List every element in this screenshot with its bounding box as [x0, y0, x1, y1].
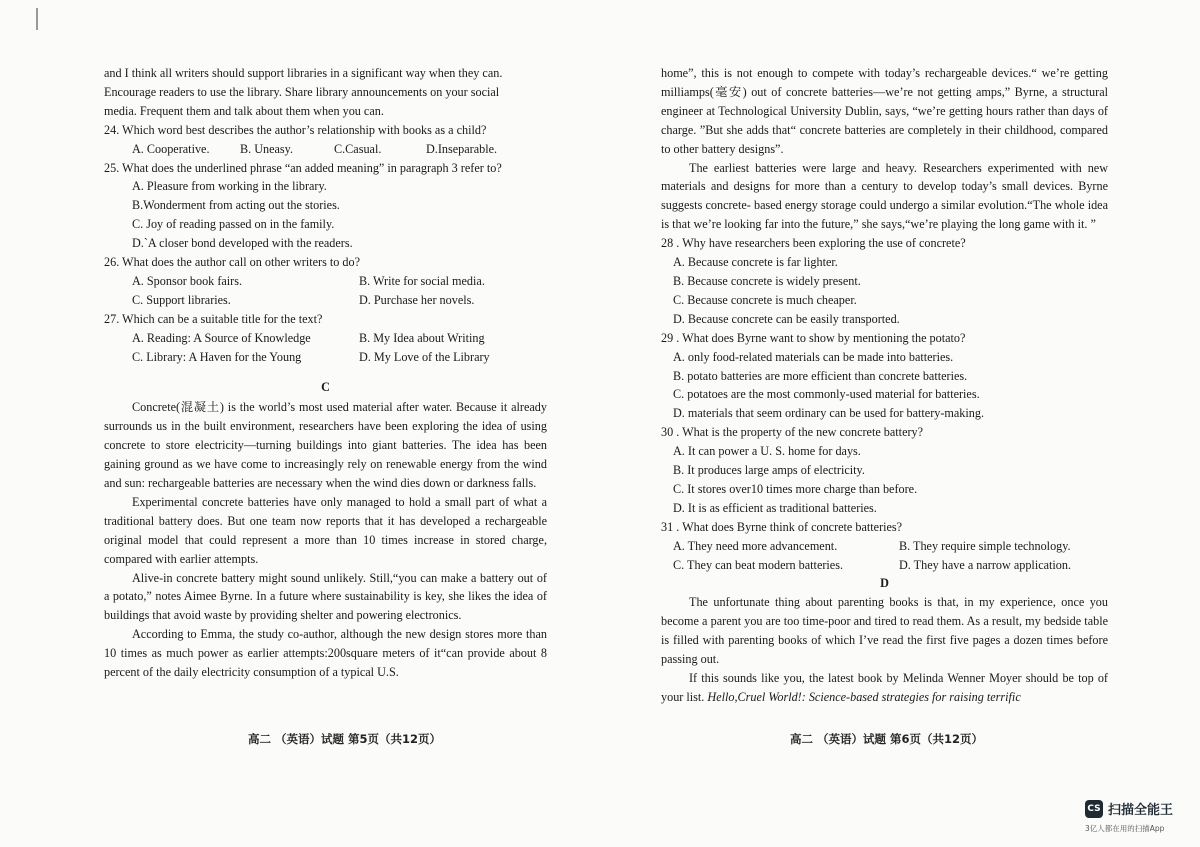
scanner-tagline: 3亿人都在用的扫描App — [1085, 824, 1165, 833]
question-29: 29 . What does Byrne want to show by mentioning the potato? — [661, 330, 966, 345]
question-24-options — [104, 140, 547, 159]
option: B. Uneasy. — [240, 141, 294, 156]
passage-c-paragraph: The earliest batteries were large and heavy. Researchers experimented with new materials and designs for more than a century to develop today’s small devices. Byrne suggests concrete- based energy storage could undergo a similar evolution.“The whole idea is that we’re looking far into the future,” she says,“we’re playing the long game with it. ” — [661, 160, 1108, 232]
option: A. They need more advancement. — [673, 538, 838, 553]
question-30: 30 . What is the property of the new concrete battery? — [661, 425, 924, 440]
intro-line: and I think all writers should support libraries in a significant way when they can. — [104, 66, 503, 80]
option: D. Because concrete can be easily transported. — [673, 311, 900, 326]
question-26: 26. What does the author call on other writers to do? — [104, 255, 360, 270]
passage-d-text: If this sounds like you, the latest book by Melinda Wenner Moyer should be top of your list. — [661, 671, 1108, 704]
option: C. Support libraries. — [132, 292, 231, 307]
option: B. Because concrete is widely present. — [673, 273, 861, 288]
option: A. Because concrete is far lighter. — [673, 255, 838, 270]
option: C. They can beat modern batteries. — [673, 557, 843, 572]
intro-line: media. Frequent them and talk about them when you can. — [104, 103, 384, 118]
option: D. My Love of the Library — [359, 349, 490, 364]
page-left — [104, 64, 547, 682]
option: D.Inseparable. — [426, 141, 498, 156]
page-footer-left: 高二 （英语）试题 第5页（共12页） — [248, 732, 442, 746]
option: C. potatoes are the most commonly-used material for batteries. — [673, 387, 980, 402]
passage-c-paragraph: Experimental concrete batteries have only managed to hold a small part of what a traditional battery does. But one team now reports that it has developed a rechargeable original model that could represent a more than 10 times increase in stored charge, compared with earlier attempts. — [104, 494, 547, 566]
question-31-options-row — [661, 537, 1108, 556]
option: C. Library: A Haven for the Young — [132, 349, 302, 364]
option: B. It produces large amps of electricity. — [673, 463, 865, 478]
option: A. only food-related materials can be made into batteries. — [673, 349, 954, 364]
option: A. It can power a U. S. home for days. — [673, 444, 861, 459]
passage-c-paragraph: According to Emma, the study co-author, although the new design stores more than 10 times as much power as earlier attempts:200square meters of it“can provide about 8 percent of the daily electricity consumption of a typical U.S. — [104, 627, 547, 680]
option: B. My Idea about Writing — [359, 330, 485, 345]
option: D. It is as efficient as traditional batteries. — [673, 500, 877, 515]
question-31-options-row — [661, 556, 1108, 575]
edge-mark — [36, 8, 38, 30]
option: D. They have a narrow application. — [899, 557, 1072, 572]
option: D. Purchase her novels. — [359, 292, 475, 307]
option: B. Write for social media. — [359, 273, 485, 288]
option: A. Sponsor book fairs. — [132, 273, 243, 288]
question-31: 31 . What does Byrne think of concrete batteries? — [661, 519, 903, 534]
question-27-options-row — [104, 329, 547, 348]
section-heading-d: D — [880, 576, 889, 591]
option: B.Wonderment from acting out the stories. — [132, 198, 340, 213]
question-26-options-row — [104, 291, 547, 310]
book-title: Hello,Cruel World!: Science-based strategies for raising terrific — [707, 689, 1021, 704]
cs-logo-icon: CS — [1085, 800, 1103, 818]
intro-line: Encourage readers to use the library. Share library announcements on your social — [104, 84, 500, 99]
option: C. Joy of reading passed on in the family. — [132, 217, 335, 232]
section-heading-c: C — [321, 379, 330, 394]
option: A. Cooperative. — [132, 141, 210, 156]
option: A. Pleasure from working in the library. — [132, 179, 327, 194]
page-footer-right: 高二 （英语）试题 第6页（共12页） — [790, 732, 984, 746]
option: D.`A closer bond developed with the readers. — [132, 236, 353, 251]
question-27-options-row — [104, 348, 547, 367]
passage-c-continuation: home”, this is not enough to compete with today’s rechargeable devices.“ we’re getting milliamps(毫安) out of concrete batteries—we’re not getting amps,” Byrne, a structural engineer at Technological University Dublin, says, “we’re getting hours rather than days of charge. ”But she adds that“ concrete batteries are completely in their childhood, compared to other battery designs”. — [661, 66, 1108, 156]
option: D. materials that seem ordinary can be used for battery-making. — [673, 406, 985, 421]
question-28: 28 . Why have researchers been exploring the use of concrete? — [661, 236, 966, 251]
passage-c-paragraph: Concrete(混凝土) is the world’s most used material after water. Because it already surrounds us in the built environment, researchers have been exploring the idea of using concrete to store electricity—turning buildings into giant batteries. The idea has been gaining ground as we have come to increasingly rely on renewable energy from the wind and sun: rechargeable batteries are necessary when the wind dies down or darkness falls. — [104, 400, 547, 491]
option: A. Reading: A Source of Knowledge — [132, 330, 311, 345]
question-24: 24. Which word best describes the author’s relationship with books as a child? — [104, 122, 487, 137]
option: C. It stores over10 times more charge than before. — [673, 481, 918, 496]
question-27: 27. Which can be a suitable title for the text? — [104, 311, 323, 326]
passage-d-paragraph — [661, 669, 1108, 707]
passage-c-paragraph: Alive-in concrete battery might sound unlikely. Still,“you can make a battery out of a potato,” notes Aimee Byrne. In a future where sustainability is key, she likes the idea of buildings that avoid waste by providing shelter and powering electronics. — [104, 570, 547, 623]
option: B. They require simple technology. — [899, 538, 1071, 553]
page-right — [661, 64, 1108, 707]
question-25: 25. What does the underlined phrase “an added meaning” in paragraph 3 refer to? — [104, 160, 502, 175]
option: B. potato batteries are more efficient than concrete batteries. — [673, 368, 968, 383]
question-26-options-row — [104, 272, 547, 291]
option: C.Casual. — [334, 141, 382, 156]
scanner-app-name: 扫描全能王 — [1108, 803, 1174, 818]
passage-d-paragraph: The unfortunate thing about parenting books is that, in my experience, once you become a parent you are too time-poor and tired to read them. As a result, my bedside table is filled with parenting books of which I’ve read the first five pages a dozen times before passing out. — [661, 595, 1108, 667]
scanner-watermark — [1085, 799, 1173, 818]
option: C. Because concrete is much cheaper. — [673, 292, 857, 307]
